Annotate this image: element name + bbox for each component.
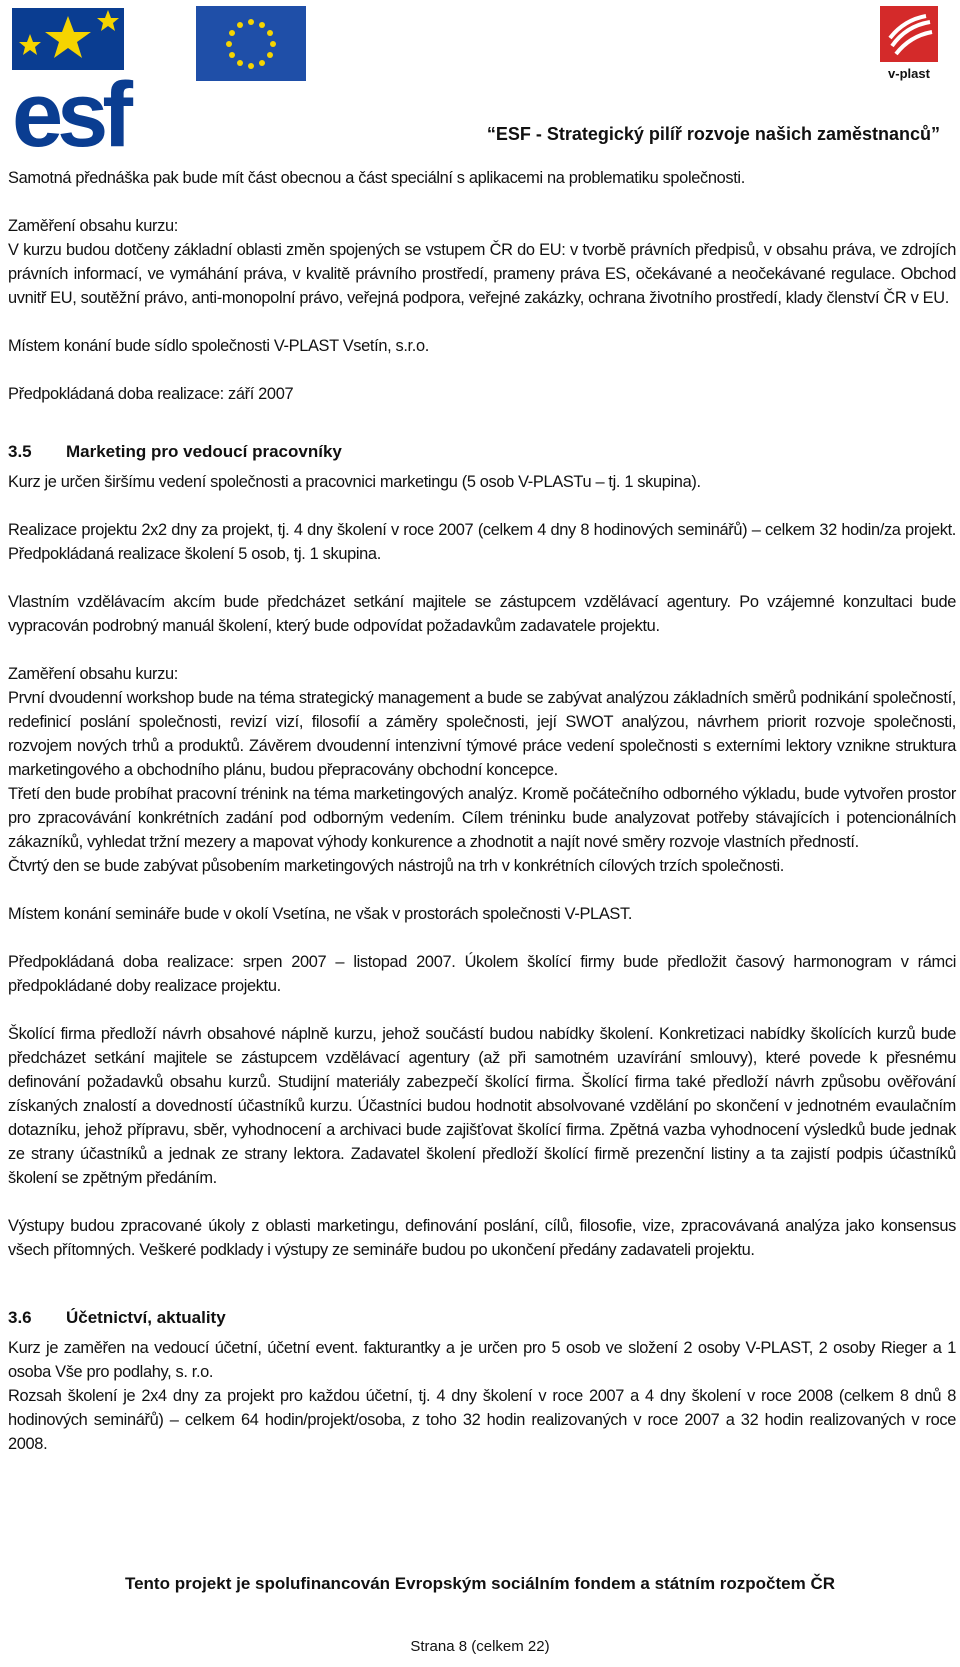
section-number: 3.6 bbox=[8, 1308, 32, 1327]
page-number: Strana 8 (celkem 22) bbox=[410, 1638, 550, 1655]
header-tagline: “ESF - Strategický pilíř rozvoje našich zaměstnanců” bbox=[486, 124, 940, 144]
cofinance-footer: Tento projekt je spolufinancován Evropským sociálním fondem a státním rozpočtem ČR bbox=[124, 1574, 836, 1593]
course-focus-block-1 bbox=[8, 214, 956, 310]
esf-logo bbox=[8, 6, 176, 151]
section-heading-3-5 bbox=[8, 440, 956, 464]
section-title: Marketing pro vedoucí pracovníky bbox=[66, 442, 342, 461]
focus-text: V kurzu budou dotčeny základní oblasti změn spojených se vstupem ČR do EU: v tvorbě právních předpisů, v obsahu práva, ve zdrojích právních informací, ve vymáhání práva, v kvalitě právního prostředí, prameny práva ES, očekávané a neočekávané regulace. Obchod uvnitř EU, soutěžní právo, anti-monopolní právo, veřejná podpora, veřejné zakázky, ochrana životního prostředí, klady členství ČR v EU. bbox=[8, 241, 956, 307]
paragraph: Kurz je určen širšímu vedení společnosti a pracovnici marketingu (5 osob V-PLASTu – tj. 1 skupina). bbox=[8, 473, 701, 491]
section-title: Účetnictví, aktuality bbox=[66, 1308, 226, 1327]
paragraph: Školící firma předloží návrh obsahové náplně kurzu, jehož součástí budou nabídky školení. Konkretizaci nabídky školících kurzů bude předcházet setkání majitele se zástupcem vzdělávací agentury (až při samotném uzavírání smlouvy), které povede k přesnému definování požadavků obsahu kurzů. Studijní materiály zabezpečí školící firma. Školící firma také předloží návrh způsobu ověřování získaných znalostí a dovedností účastníků kurzu. Účastníci budou hodnotit absolvované vzdělání po skončení v jednotném evaulačním dotazníku, jehož přípravu, sběr, vyhodnocení a archivaci bude zajišťovat školící firma. Zpětná vazba vyhodnocení výsledků bude jednak ze strany účastníků a jednak ze strany lektora. Zadavatel školení předloží školící firmě prezenční listiny a ta zajistí podpis účastníků školení se zpětným předáním. bbox=[8, 1025, 956, 1187]
section-number: 3.5 bbox=[8, 442, 32, 461]
focus-text: Třetí den bude probíhat pracovní trénink na téma marketingových analýz. Kromě počátečního odborného výkladu, bude vytvořen prostor pro zpracovávání konkrétních zadání pod odborným vedením. Cílem tréninku bude analyzovat potřeby stávajících i potencionálních zákazníků, vyhledat tržní mezery a mapovat výhody konkurence a zhodnotit a najít nové směry rozvoje vlastních předností. bbox=[8, 785, 956, 851]
venue-text: Místem konání semináře bude v okolí Vsetína, ne však v prostorách společnosti V-PLAST. bbox=[8, 905, 633, 923]
svg-text:esf: esf bbox=[12, 64, 127, 151]
paragraph: Rozsah školení je 2x4 dny za projekt pro každou účetní, tj. 4 dny školení v roce 2007 a 4 dny školení v roce 2008 (celkem 8 dnů 8 hodinových seminářů) – celkem 64 hodin/projekt/osoba, z toho 32 hodin realizovaných v roce 2007 a 32 hodin realizovaných v roce 2008. bbox=[8, 1387, 956, 1453]
focus-label: Zaměření obsahu kurzu: bbox=[8, 665, 178, 683]
svg-text:v-plast: v-plast bbox=[888, 66, 930, 81]
course-focus-block-2 bbox=[8, 662, 956, 878]
realization-date: Předpokládaná doba realizace: srpen 2007 – listopad 2007. Úkolem školící firmy bude předložit časový harmonogram v rámci předpokládané doby realizace projektu. bbox=[8, 953, 956, 995]
paragraph: Kurz je zaměřen na vedoucí účetní, účetní event. fakturantky a je určen pro 5 osob ve složení 2 osoby V-PLAST, 2 osoby Rieger a 1 osoba Vše pro podlahy, s. r.o. bbox=[8, 1339, 956, 1381]
realization-date: Předpokládaná doba realizace: září 2007 bbox=[8, 385, 294, 403]
page-header bbox=[0, 0, 960, 155]
paragraph: Realizace projektu 2x2 dny za projekt, tj. 4 dny školení v roce 2007 (celkem 4 dny 8 hodinových seminářů) – celkem 32 hodin/za projekt. Předpokládaná realizace školení 5 osob, tj. 1 skupina. bbox=[8, 521, 956, 563]
document-body bbox=[8, 166, 956, 1480]
intro-paragraph: Samotná přednáška pak bude mít část obecnou a část speciální s aplikacemi na problematiku společnosti. bbox=[8, 169, 745, 187]
section-heading-3-6 bbox=[8, 1306, 956, 1330]
eu-flag-icon bbox=[196, 6, 306, 81]
vplast-logo bbox=[874, 6, 944, 84]
venue-text: Místem konání bude sídlo společnosti V-PLAST Vsetín, s.r.o. bbox=[8, 337, 429, 355]
focus-label: Zaměření obsahu kurzu: bbox=[8, 217, 178, 235]
focus-text: Čtvrtý den se bude zabývat působením marketingových nástrojů na trh v konkrétních cílových trzích společnosti. bbox=[8, 857, 784, 875]
focus-text: První dvoudenní workshop bude na téma strategický management a bude se zabývat analýzou základních směrů podnikání společností, redefinicí poslání společnosti, revizí vizí, filosofií a záměry společnosti, její SWOT analýzou, návrhem priorit rozvoje společnosti, rozvojem nových trhů a produktů. Závěrem dvoudenní intenzivní týmové práce vedení společnosti s externími lektory vznikne struktura marketingového a obchodního plánu, budou přepracovány obchodní koncepce. bbox=[8, 689, 956, 779]
paragraph: Vlastním vzdělávacím akcím bude předcházet setkání majitele se zástupcem vzdělávací agentury. Po vzájemné konzultaci bude vypracován podrobný manuál školení, který bude odpovídat požadavkům zadavatele projektu. bbox=[8, 593, 956, 635]
paragraph: Výstupy budou zpracované úkoly z oblasti marketingu, definování poslání, cílů, filosofie, vize, zpracovávaná analýza jako konsensus všech přítomných. Veškeré podklady i výstupy ze semináře budou po ukončení předány zadavateli projektu. bbox=[8, 1217, 956, 1259]
